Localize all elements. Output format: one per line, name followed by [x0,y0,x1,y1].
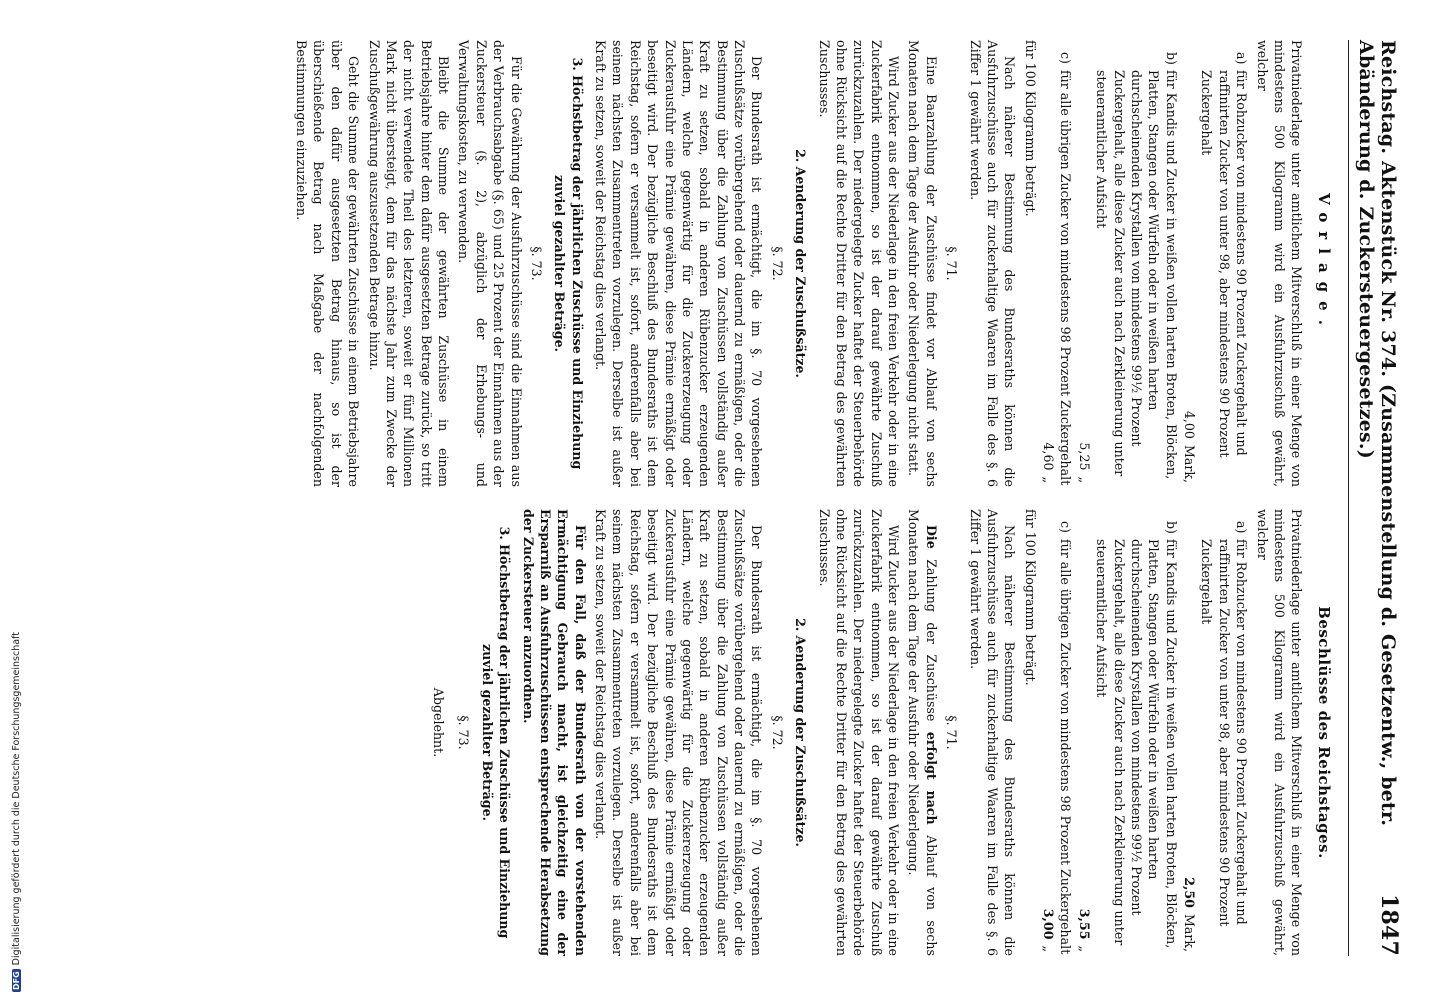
subheading-aenderung: 2. Aenderung der Zuschußsätze. [793,618,809,847]
item-text: für Kandis und Zucker in weißen vollen harten Broten, Blöcken, Platten, Stangen oder Würfeln oder in weißen harten durchscheinenden Krystallen von mindestens 99½ Prozent Zuckergehalt, alle diese Zucker auch nach Zerkleinerung unter steueramtlicher Aufsicht [1094,539,1179,949]
item-key: b) [1163,521,1179,534]
list-item-a [1181,52,1251,487]
section-71-text-2: Wird Zucker aus der Niederlage in den freien Verkehr oder in eine Zuckerfabrik entnommen, so ist der darauf gewährte Zuschuß zurückzuzahlen. Der niedergelegte Zucker haftet der Steuerbehörde ohne Rücksicht auf die Rechte Dritter für den Betrag des gewährten Zuschusses. [816,40,902,487]
rate-unit: Mark, [1182,444,1198,483]
rate-amount: 4,60 [1041,442,1057,471]
credit-text: Digitalisierung gefördert durch die Deutsche Forschungsgemeinschaft [10,632,22,966]
intro-paragraph: Privatniederlage unter amtlichem Mitverschluß in einer Menge von mindestens 500 Kilogramm wird ein Ausfuhrzuschuß gewährt, welcher [1254,40,1305,487]
section-72-amendment: Für den Fall, daß der Bundesrath von der vorstehenden Ermächtigung Gebrauch macht, ist gleichzeitig eine der Ersparniß an Ausfuhrzuschüssen entsprechende Herabsetzung der Zuckersteuer anzuordnen. [520,509,588,956]
section-72-heading: §. 72. [769,246,785,281]
list-item-c [1040,521,1075,956]
section-71-text: Eine Baarzahlung der Zuschüsse findet vor Ablauf von sechs Monaten nach dem Tage der Ausfuhr oder Niederlegung nicht statt. [906,40,939,487]
page-number: 1847 [1376,893,1402,956]
rate-unit: Mark, [1182,913,1198,952]
item-key: a) [1234,52,1250,65]
amended-phrase: erfolgt nach [923,731,939,825]
header-title: Reichstag. Aktenstück Nr. 374. (Zusammenstellung d. Gesetzentw., betr. Abänderung d. Zuckersteuergesetzes.) [1355,40,1399,827]
section-71-heading: §. 71. [944,246,960,281]
list-item-c [1040,52,1075,487]
section-72-text: Der Bundesrath ist ermächtigt, die im §. 70 vorgesehenen Zuschußsätze vorübergehend oder dauernd zu ermäßigen, oder die Bestimmung über die Zahlung von Zuschüssen vollständig außer Kraft zu setzen, sobald in anderen Rübenzucker erzeugenden Ländern, welche gegenwärtig für die Zuckererzeugung oder Zuckerausfuhr eine Prämie gewähren, diese Prämie ermäßigt oder beseitigt wird. Der bezügliche Beschluß des Bundesraths ist dem Reichstag, sofern er versammelt ist, sofort, anderenfalls aber bei seinem nächsten Zusammentreten vorzulegen. Derselbe ist außer Kraft zu setzen, soweit der Reichstag dies verlangt. [593,40,765,487]
section-72-heading: §. 72. [769,715,785,750]
section-73-heading: §. 73. [528,246,544,281]
column-beschluesse [290,509,1338,956]
section-73-text-2: Bleibt die Summe der gewährten Zuschüsse in einem Betriebsjahre hinter dem dafür ausgesetzten Betrage zurück, so tritt der nicht verwendete Theil des letzteren, soweit er fünf Millionen Mark nicht übersteigt, dem für das nächste Jahr zum Zwecke der Zuschußgewährung auszusetzenden Betrage hinzu. [366,40,452,487]
subheading-hoechstbetrag: 3. Höchstbetrag der jährlichen Zuschüsse und Einziehung zuviel gezahlter Beträge. [552,57,585,470]
list-item-b [1075,52,1179,487]
item-key: c) [1058,521,1074,533]
per-unit-line: für 100 Kilogramm beträgt. [1022,40,1038,217]
section-71-text-2: Wird Zucker aus der Niederlage in den freien Verkehr oder in eine Zuckerfabrik entnommen, so ist der darauf gewährte Zuschuß zurückzuzahlen. Der niedergelegte Zucker haftet der Steuerbehörde ohne Rücksicht auf die Rechte Dritter für den Betrag des gewährten Zuschusses. [816,509,902,956]
item-key: a) [1234,521,1250,534]
rate-amount: 2,50 [1182,877,1198,908]
item-text: für Kandis und Zucker in weißen vollen harten Broten, Blöcken, Platten, Stangen oder Würfeln oder in weißen harten durchscheinenden Krystallen von mindestens 99½ Prozent Zuckergehalt, alle diese Zucker auch nach Zerkleinerung unter steueramtlicher Aufsicht [1094,70,1179,480]
item-key: c) [1058,52,1074,64]
rate-unit: „ [1076,945,1092,952]
item-key: b) [1163,52,1179,65]
item-text: für alle übrigen Zucker von mindestens 98 Prozent Zuckergehalt [1058,539,1074,955]
column-vorlage [290,40,1338,487]
rate-unit: „ [1041,476,1057,483]
section-73-heading: §. 73. [456,715,472,750]
list-item-a [1181,521,1251,956]
rate-unit: „ [1041,945,1057,952]
amended-word: Die [923,525,939,549]
page-header [1348,40,1402,956]
rate-amount: 4,00 [1182,410,1198,439]
column-title-vorlage: Vorlage. [1315,193,1333,334]
rate-amount: 3,00 [1041,908,1057,940]
per-unit-line: für 100 Kilogramm beträgt. [1022,509,1038,686]
rate-amount: 5,25 [1076,442,1092,471]
detail-paragraph: Nach näherer Bestimmung des Bundesraths können die Ausfuhrzuschüsse auch für zuckerhaltige Waaren im Falle des §. 6 Ziffer 1 gewährt werden. [967,40,1018,487]
item-text: für Rohzucker von mindestens 90 Prozent Zuckergehalt und raffinirten Zucker von unter 98, aber mindestens 90 Prozent Zuckergehalt [1199,539,1250,927]
two-column-body [290,40,1338,956]
item-text: für alle übrigen Zucker von mindestens 98 Prozent Zuckergehalt [1058,70,1074,486]
section-73-text-3: Geht die Summe der gewährten Zuschüsse in einem Betriebsjahre über den dafür ausgesetzten Betrag hinaus, so ist der überschießende Betrag nach Maßgabe der nachfolgenden Bestimmungen einzuziehen. [294,40,362,487]
subheading-aenderung: 2. Aenderung der Zuschußsätze. [793,149,809,378]
rate-unit: „ [1076,476,1092,483]
column-title-beschluesse: Beschlüsse des Reichstages. [1315,606,1333,859]
subheading-hoechstbetrag: 3. Höchstbetrag der jährlichen Zuschüsse und Einziehung zuviel gezahlter Beträge. [479,526,513,939]
section-73-rejected: Abgelehnt. [431,687,447,758]
section-72-text: Der Bundesrath ist ermächtigt, die im §. 70 vorgesehenen Zuschußsätze vorübergehend oder dauernd zu ermäßigen, oder die Bestimmung über die Zahlung von Zuschüssen vollständig außer Kraft zu setzen, sobald in anderen Rübenzucker erzeugenden Ländern, welche gegenwärtig für die Zuckererzeugung oder Zuckerausfuhr eine Prämie gewähren, diese Prämie ermäßigt oder beseitigt wird. Der bezügliche Beschluß des Bundesraths ist dem Reichstag, sofern er versammelt ist, sofort, anderenfalls aber bei seinem nächsten Zusammentreten vorzulegen. Derselbe ist außer Kraft zu setzen, soweit der Reichstag dies verlangt. [593,509,765,956]
list-item-b [1075,521,1179,956]
section-71-heading: §. 71. [944,715,960,750]
intro-paragraph: Privatniederlage unter amtlichem Mitverschluß in einer Menge von mindestens 500 Kilogramm wird ein Ausfuhrzuschuß gewährt, welcher [1254,509,1305,956]
section-71-text: Die Zahlung der Zuschüsse erfolgt nach Ablauf von sechs Monaten nach dem Tage der Ausfuhr oder Niederlegung. [906,509,939,956]
dfg-logo: DFG [11,971,21,990]
detail-paragraph: Nach näherer Bestimmung des Bundesraths können die Ausfuhrzuschüsse auch für zuckerhaltige Waaren im Falle des §. 6 Ziffer 1 gewährt werden. [967,509,1018,956]
digitization-credit [8,0,24,992]
rate-amount: 3,55 [1076,908,1092,940]
item-text: für Rohzucker von mindestens 90 Prozent Zuckergehalt und raffinirten Zucker von unter 98, aber mindestens 90 Prozent Zuckergehalt [1199,70,1250,458]
section-73-text: Für die Gewährung der Ausfuhrzuschüsse sind die Einnahmen aus der Verbrauchsabgabe (§. 65) und 25 Prozent der Einnahmen aus der Zuckersteuer (§. 2), abzüglich der Erhebungs- und Verwaltungskosten, zu verwenden. [456,40,524,487]
